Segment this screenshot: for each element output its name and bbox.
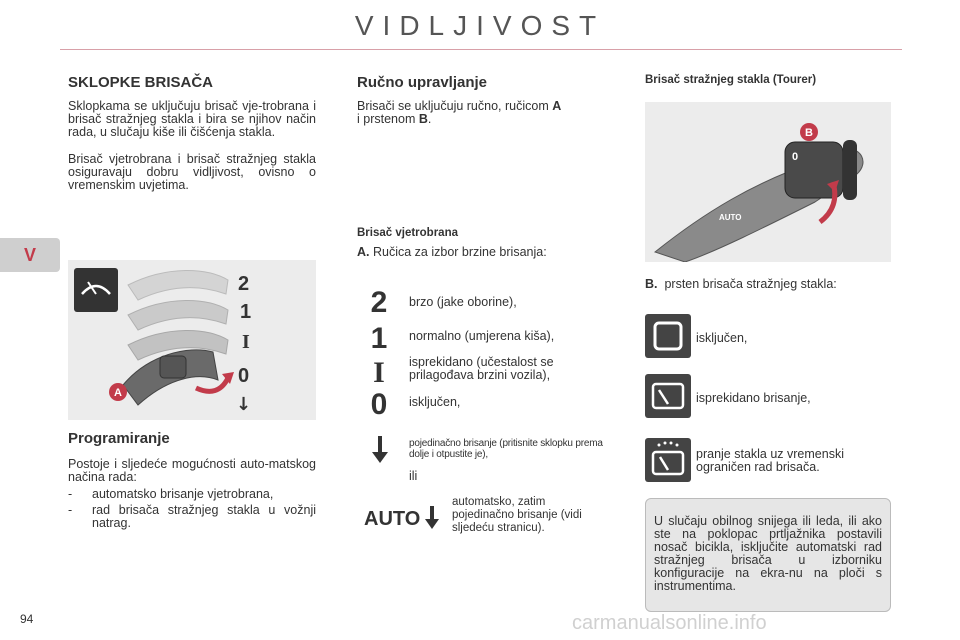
mark-1: 1 [240,301,252,323]
list-bullet: - [68,487,73,501]
watermark: carmanualsonline.info [572,612,767,634]
chapter-tab [0,238,60,272]
programming-list [68,488,316,530]
mark-down-arrow: ↓ [236,394,252,415]
manual-intro [357,100,607,126]
speed-2-text: brzo (jake oborine), [409,295,517,309]
speed-i-glyph: I [373,356,385,389]
list-bullet: - [68,503,73,517]
speed-i-text: isprekidano (učestalost se prilagođava brzini vozila), [409,355,554,382]
page-number: 94 [20,612,34,626]
mark-i: I [242,331,250,353]
section-heading-manual: Ručno upravljanje [357,74,488,91]
programming-paragraph: Postoje i sljedeće mogućnosti auto-matskog načina rada: [68,457,316,484]
subheading-windscreen: Brisač vjetrobrana [357,227,458,239]
front-wiper-icon [74,268,118,312]
stalk-b-illustration [645,102,891,262]
speed-2-glyph: 2 [370,286,388,319]
list-item-text: automatsko brisanje vjetrobrana, [92,487,274,501]
speed-1-glyph: 1 [370,322,388,355]
lever-a-line [357,246,607,259]
intro-paragraph: Sklopkama se uključuju brisač vje-trobrana i brisač stražnjeg stakla i bira se njihov način rada, u slučaju kiše ili čišćenja stakla. [68,99,316,139]
rear-wash-icon [645,438,691,482]
manual-intro-b: B [418,112,428,126]
speed-0-glyph: 0 [370,388,388,421]
stalk-a-illustration [68,260,316,420]
mark-0: 0 [238,365,250,387]
visibility-paragraph: Brisač vjetrobrana i brisač stražnjeg stakla osiguravaju dobru vidljivost, ovisno o vremenskim uvjetima. [68,152,316,192]
or-text: ili [409,469,418,483]
stalk-a-drawing [68,260,316,420]
list-item-text: rad brisača stražnjeg stakla u vožnji natrag. [92,503,316,530]
list-item [68,504,316,530]
ring-b-label: B. [645,277,658,291]
manual-intro-a: A [552,99,562,113]
page-title: VIDLJIVOST [354,10,606,41]
speed-0-text: isključen, [409,395,461,409]
ring-b-line [645,278,891,291]
section-heading-switches: SKLOPKE BRISAČA [68,74,214,91]
snow-note-text: U slučaju obilnog snijega ili leda, ili ako ste na poklopac prtljažnika postavili nosač bicikla, isključite automatski rad stražnjeg brisača u izborniku konfiguracije na ekra-nu na ploči s instrumentima. [654,514,882,593]
list-item [68,488,316,501]
rear-off-text: isključen, [696,331,748,345]
manual-intro-text: Brisači se uključuju ručno, ručicom [357,99,553,113]
single-wipe-arrow-icon [370,436,390,464]
auto-arrow-icon [424,506,440,530]
callout-b-label: B [805,127,813,139]
speed-1-text: normalno (umjerena kiša), [409,329,555,343]
lever-a-text: Ručica za izbor brzine brisanja: [372,245,547,259]
single-wipe-text: pojedinačno brisanje (pritisnite sklopku prema dolje i otpustite je), [409,438,603,460]
lever-a-label: A. [357,245,370,259]
ring-mark-0: 0 [792,151,799,163]
ring-b-text: prsten brisača stražnjeg stakla: [664,277,837,291]
callout-a-label: A [114,387,122,399]
rear-wash-text: pranje stakla uz vremenski ograničen rad brisača. [696,447,844,474]
move-arrow [196,378,228,391]
mark-2: 2 [238,273,250,295]
stalk-b-drawing [645,102,891,262]
snow-note-box [645,498,891,612]
chapter-tab-label: V [23,245,36,265]
rear-intermittent-text: isprekidano brisanje, [696,391,811,405]
manual-intro-end: . [427,112,432,126]
rear-off-icon [645,314,691,358]
auto-glyph: AUTO [364,508,421,530]
subheading-rear-wiper: Brisač stražnjeg stakla (Tourer) [645,74,817,86]
manual-intro-text2: i prstenom [357,112,419,126]
title-rule [60,49,902,50]
rear-intermittent-icon [645,374,691,418]
ring-mark-auto: AUTO [719,213,742,222]
section-heading-programming: Programiranje [68,430,170,447]
auto-text: automatsko, zatim pojedinačno brisanje (vidi sljedeću stranicu). [452,496,582,534]
